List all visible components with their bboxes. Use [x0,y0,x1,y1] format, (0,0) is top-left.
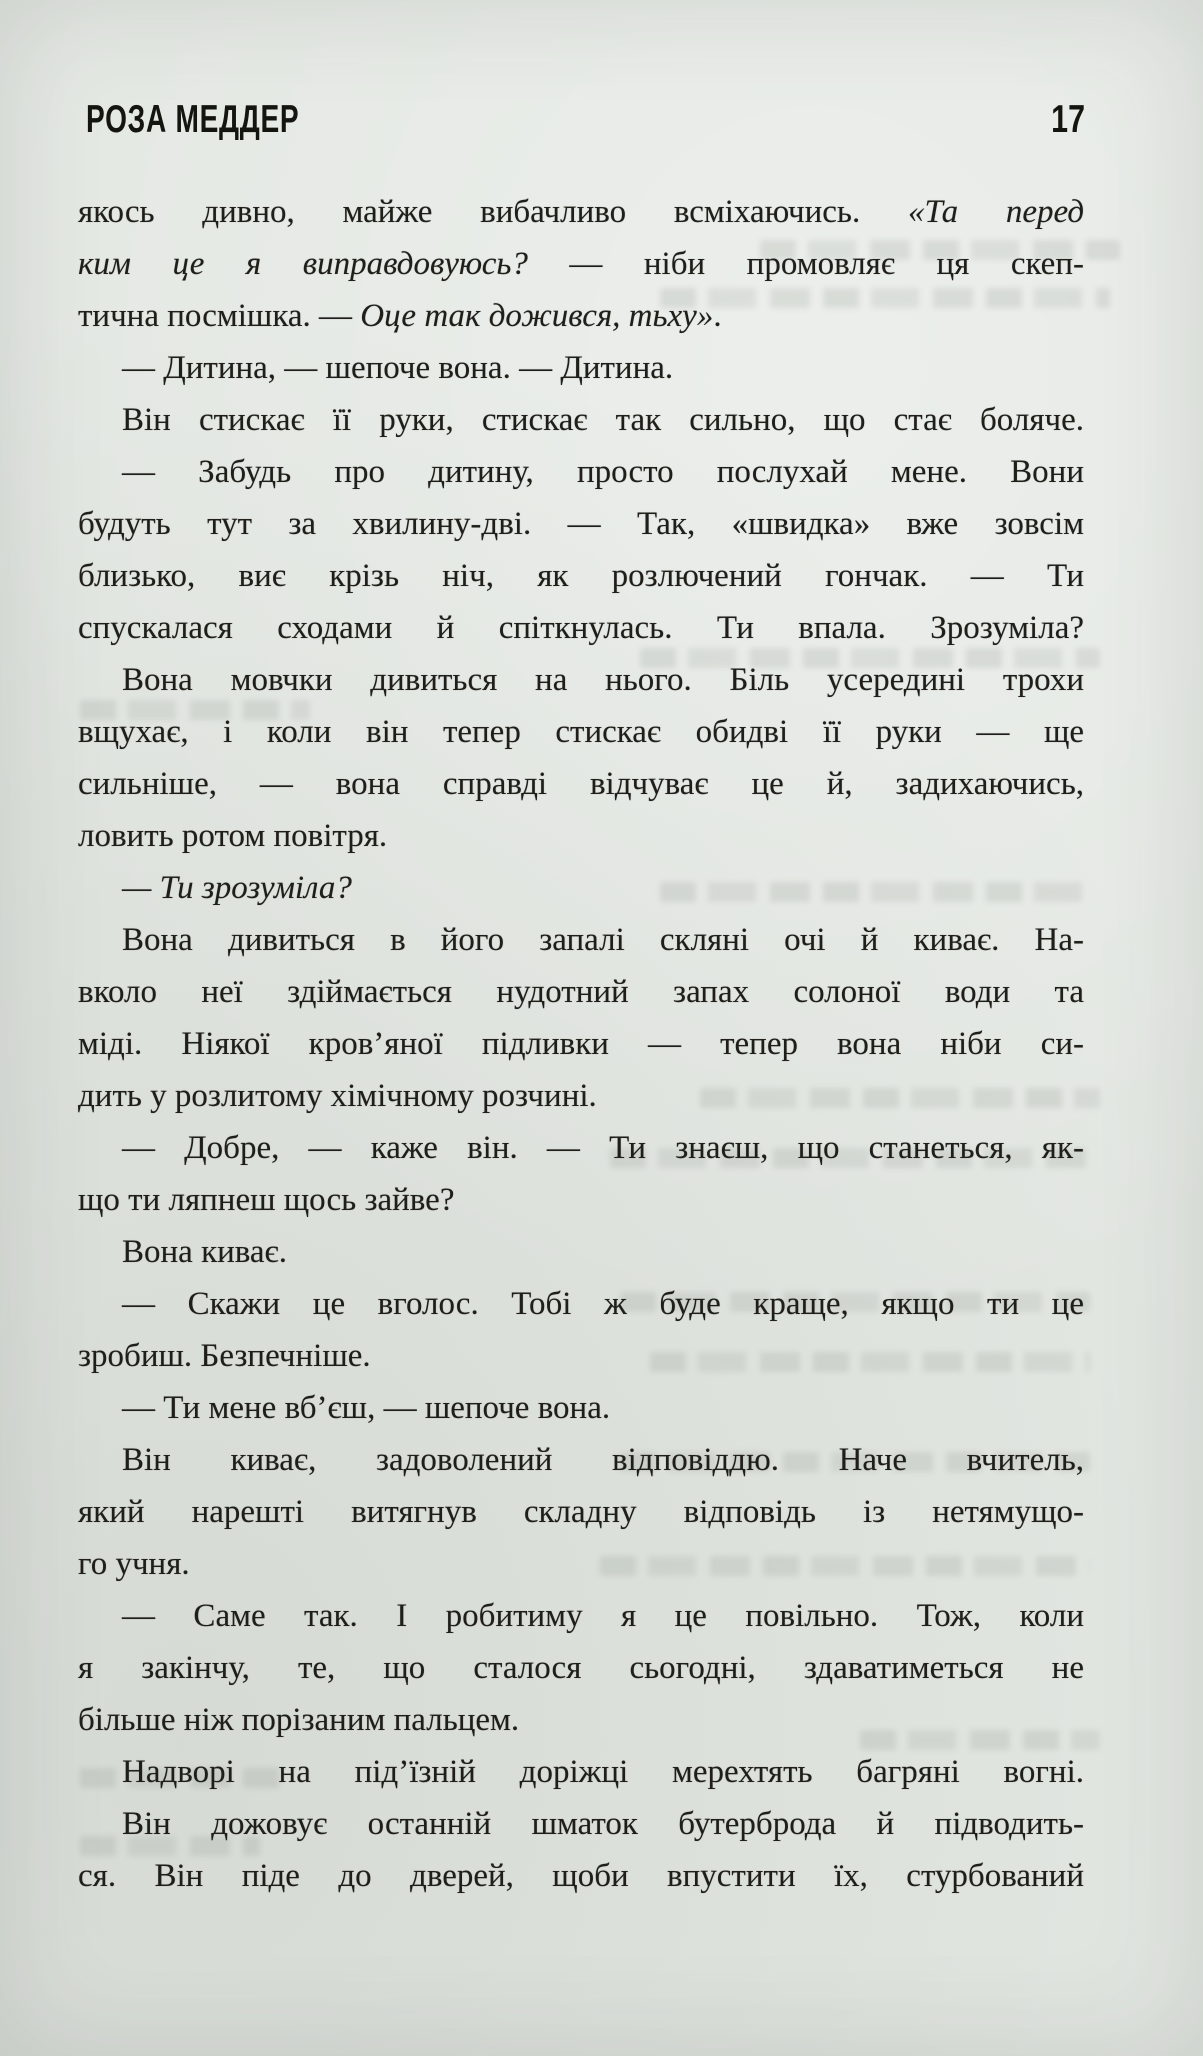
text-segment: Надворі на під’їзній доріжці мерехтять багряні вогні. [122,1754,1084,1790]
body-line [78,758,1084,810]
body-line [78,1226,1084,1278]
body-line [78,238,1084,290]
text-segment: Він стискає її руки, стискає так сильно, що стає боляче. [122,402,1084,438]
running-head-title: РОЗА МЕДДЕР [86,98,300,141]
text-segment: що ти ляпнеш щось зайве? [78,1182,455,1218]
body-line [78,1798,1084,1850]
body-line [78,1278,1084,1330]
body-line [78,1694,1084,1746]
text-segment: спускалася сходами й спіткнулась. Ти впала. Зрозуміла? [78,610,1084,646]
text-segment: більше ніж порізаним пальцем. [78,1702,520,1738]
text-segment: — Саме так. І робитиму я це повільно. Тож, коли [122,1598,1084,1634]
text-segment: го учня. [78,1546,190,1582]
body-line [78,810,1084,862]
body-line [78,1018,1084,1070]
body-line [78,654,1084,706]
text-segment: Вона мовчки дивиться на нього. Біль усередині трохи [122,662,1084,698]
body-line [78,1746,1084,1798]
text-segment: Вона дивиться в його запалі скляні очі й киває. На- [122,922,1084,958]
body-line [78,550,1084,602]
body-line [78,1070,1084,1122]
text-segment: — Ти зрозуміла? [122,870,352,906]
text-segment: Вона киває. [122,1234,287,1270]
text-segment: — Дитина, — шепоче вона. — Дитина. [122,350,674,386]
body-line [78,966,1084,1018]
body-line [78,1590,1084,1642]
page-number: 17 [1051,98,1085,141]
text-segment: зробиш. Безпечніше. [78,1338,371,1374]
body-line [78,342,1084,394]
text-segment: Оце так дожився, тьху» [360,298,714,334]
body-line [78,1850,1084,1902]
text-segment: я закінчу, те, що сталося сьогодні, здаватиметься не [78,1650,1084,1686]
body-line [78,1538,1084,1590]
text-segment: Він киває, задоволений відповіддю. Наче вчитель, [122,1442,1084,1478]
body-line [78,1486,1084,1538]
body-line [78,602,1084,654]
text-segment: . [713,298,722,334]
body-line [78,186,1084,238]
text-segment: — Забудь про дитину, просто послухай мене. Вони [122,454,1084,490]
text-segment: вщухає, і коли він тепер стискає обидві її руки — ще [78,714,1084,750]
text-segment: Він дожовує останній шматок бутерброда й підводить- [122,1806,1084,1842]
text-segment: ся. Він піде до дверей, щоби впустити їх, стурбований [78,1858,1084,1894]
text-segment: — Скажи це вголос. Тобі ж буде краще, якщо ти це [122,1286,1084,1322]
text-segment: якось дивно, майже вибачливо всміхаючись. [78,194,908,230]
body-line [78,394,1084,446]
body-line [78,1434,1084,1486]
text-segment: — ніби промовляє ця скеп- [527,246,1084,282]
text-segment: будуть тут за хвилину-дві. — Так, «швидка» вже зовсім [78,506,1084,542]
text-segment: ловить ротом повітря. [78,818,388,854]
body-line [78,1330,1084,1382]
text-segment: «Та перед [907,194,1085,230]
text-segment: дить у розлитому хімічному розчині. [78,1078,597,1114]
body-line [78,862,1084,914]
text-segment: сильніше, — вона справді відчуває це й, задихаючись, [78,766,1084,802]
text-segment: який нарешті витягнув складну відповідь із нетямущо- [78,1494,1084,1530]
text-segment: близько, виє крізь ніч, як розлючений гончак. — Ти [78,558,1084,594]
body-line [78,914,1084,966]
text-segment: тична посмішка. — [78,298,361,334]
text-segment: — Добре, — каже він. — Ти знаєш, що станеться, як- [122,1130,1084,1166]
body-line [78,1122,1084,1174]
text-segment: — Ти мене вб’єш, — шепоче вона. [122,1390,611,1426]
text-segment: міді. Ніякої кров’яної підливки — тепер вона ніби си- [78,1026,1084,1062]
body-line [78,1174,1084,1226]
text-segment: ким це я виправдовуюсь? [78,246,528,282]
body-line [78,706,1084,758]
body-text-block [78,186,1084,1902]
body-line [78,290,1084,342]
text-segment: вколо неї здіймається нудотний запах солоної води та [78,974,1084,1010]
body-line [78,1642,1084,1694]
body-line [78,1382,1084,1434]
body-line [78,498,1084,550]
body-line [78,446,1084,498]
